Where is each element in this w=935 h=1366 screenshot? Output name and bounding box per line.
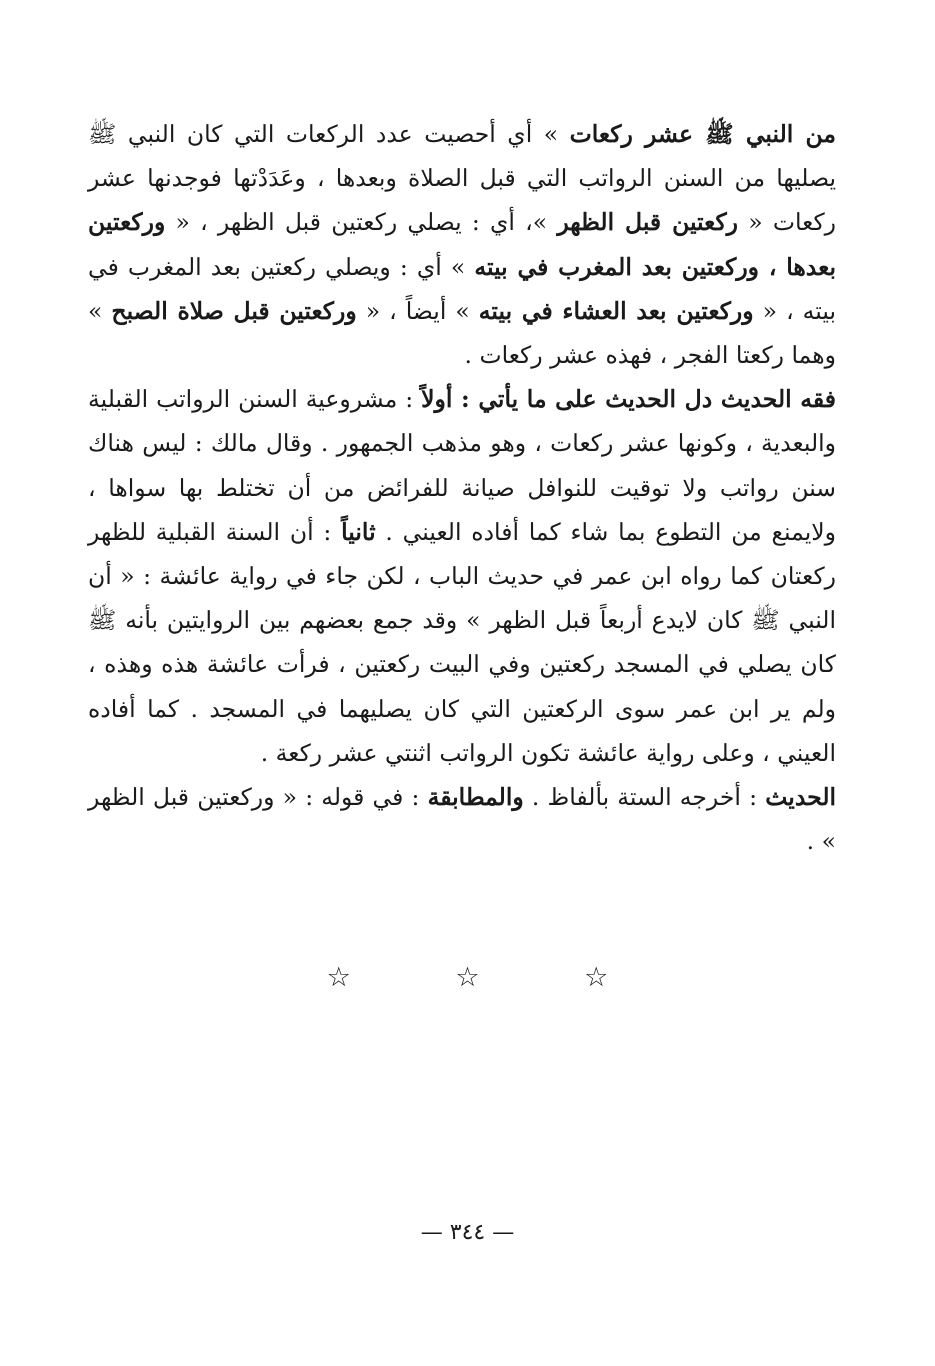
bold-phrase: وركعتين بعد العشاء في بيته: [478, 296, 754, 325]
bold-phrase: وركعتين بعدها ، وركعتين بعد المغرب في بيته: [88, 208, 836, 281]
paragraph-takhrij: [88, 775, 836, 863]
section-heading-correspondence: والمطابقة: [427, 783, 524, 812]
star-outline-icon: ☆ ☆ ☆: [326, 962, 657, 993]
body-text: » أيضاً ، «: [356, 296, 479, 325]
body-text: »، أي : يصلي ركعتين قبل الظهر ، «: [165, 208, 558, 237]
bold-phrase: وركعتين قبل صلاة الصبح: [111, 296, 357, 325]
paragraph-fiqh: [88, 377, 836, 775]
body-text: » أي : ويصلي ركعتين بعد المغرب في بيته ، «: [88, 252, 837, 325]
body-text: » وهما ركعتا الفجر ، فهذه عشر ركعات .: [88, 296, 836, 370]
body-text: : مشروعية السنن الرواتب القبلية والبعدية ، وكونها عشر ركعات ، وهو مذهب الجمهور . وقال مالك : ليس هناك سنن رواتب ولا توقيت للنوافل صيانة للفرائض من أن تختلط بها سواها ، ولايمنع من التطوع بما شاء كما أفاده العيني .: [88, 385, 836, 546]
page-body: [88, 112, 836, 863]
body-text: : أن السنة القبلية للظهر ركعتان كما رواه ابن عمر في حديث الباب ، لكن جاء في رواية عائشة : « أن النبي ﷺ كان لايدع أربعاً قبل الظهر » وقد جمع بعضهم بين الروايتين بأنه ﷺ كان يصلي في المسجد ركعتين وفي البيت ركعتين ، فرأت عائشة هذه وهذه ، ولم ير ابن عمر سوى الركعتين التي كان يصليهما في المسجد . كما أفاده العيني ، وعلى رواية عائشة تكون الرواتب اثنتي عشر ركعة .: [88, 517, 836, 767]
bold-phrase: ركعتين قبل الظهر: [557, 208, 739, 237]
section-heading-fiqh: فقه الحديث دل الحديث على ما يأتي : أولاً: [421, 385, 837, 414]
bold-phrase: من النبي ﷺ عشر ركعات: [569, 120, 836, 148]
body-text: : أخرجه الستة بألفاظ .: [523, 783, 766, 812]
page-number: — ٣٤٤ —: [420, 1220, 515, 1245]
body-text: : في قوله : « وركعتين قبل الظهر » .: [88, 783, 836, 856]
body-text: » أي أحصيت عدد الركعات التي كان النبي ﷺ يصليها من السنن الرواتب التي قبل الصلاة وبعدها ، وعَدَدْتها فوجدنها عشر ركعات «: [88, 120, 836, 237]
section-heading-hadith: الحديث: [765, 783, 837, 812]
point-label-secondly: ثانياً: [341, 517, 376, 546]
paragraph-hadith-explanation: [88, 112, 836, 377]
